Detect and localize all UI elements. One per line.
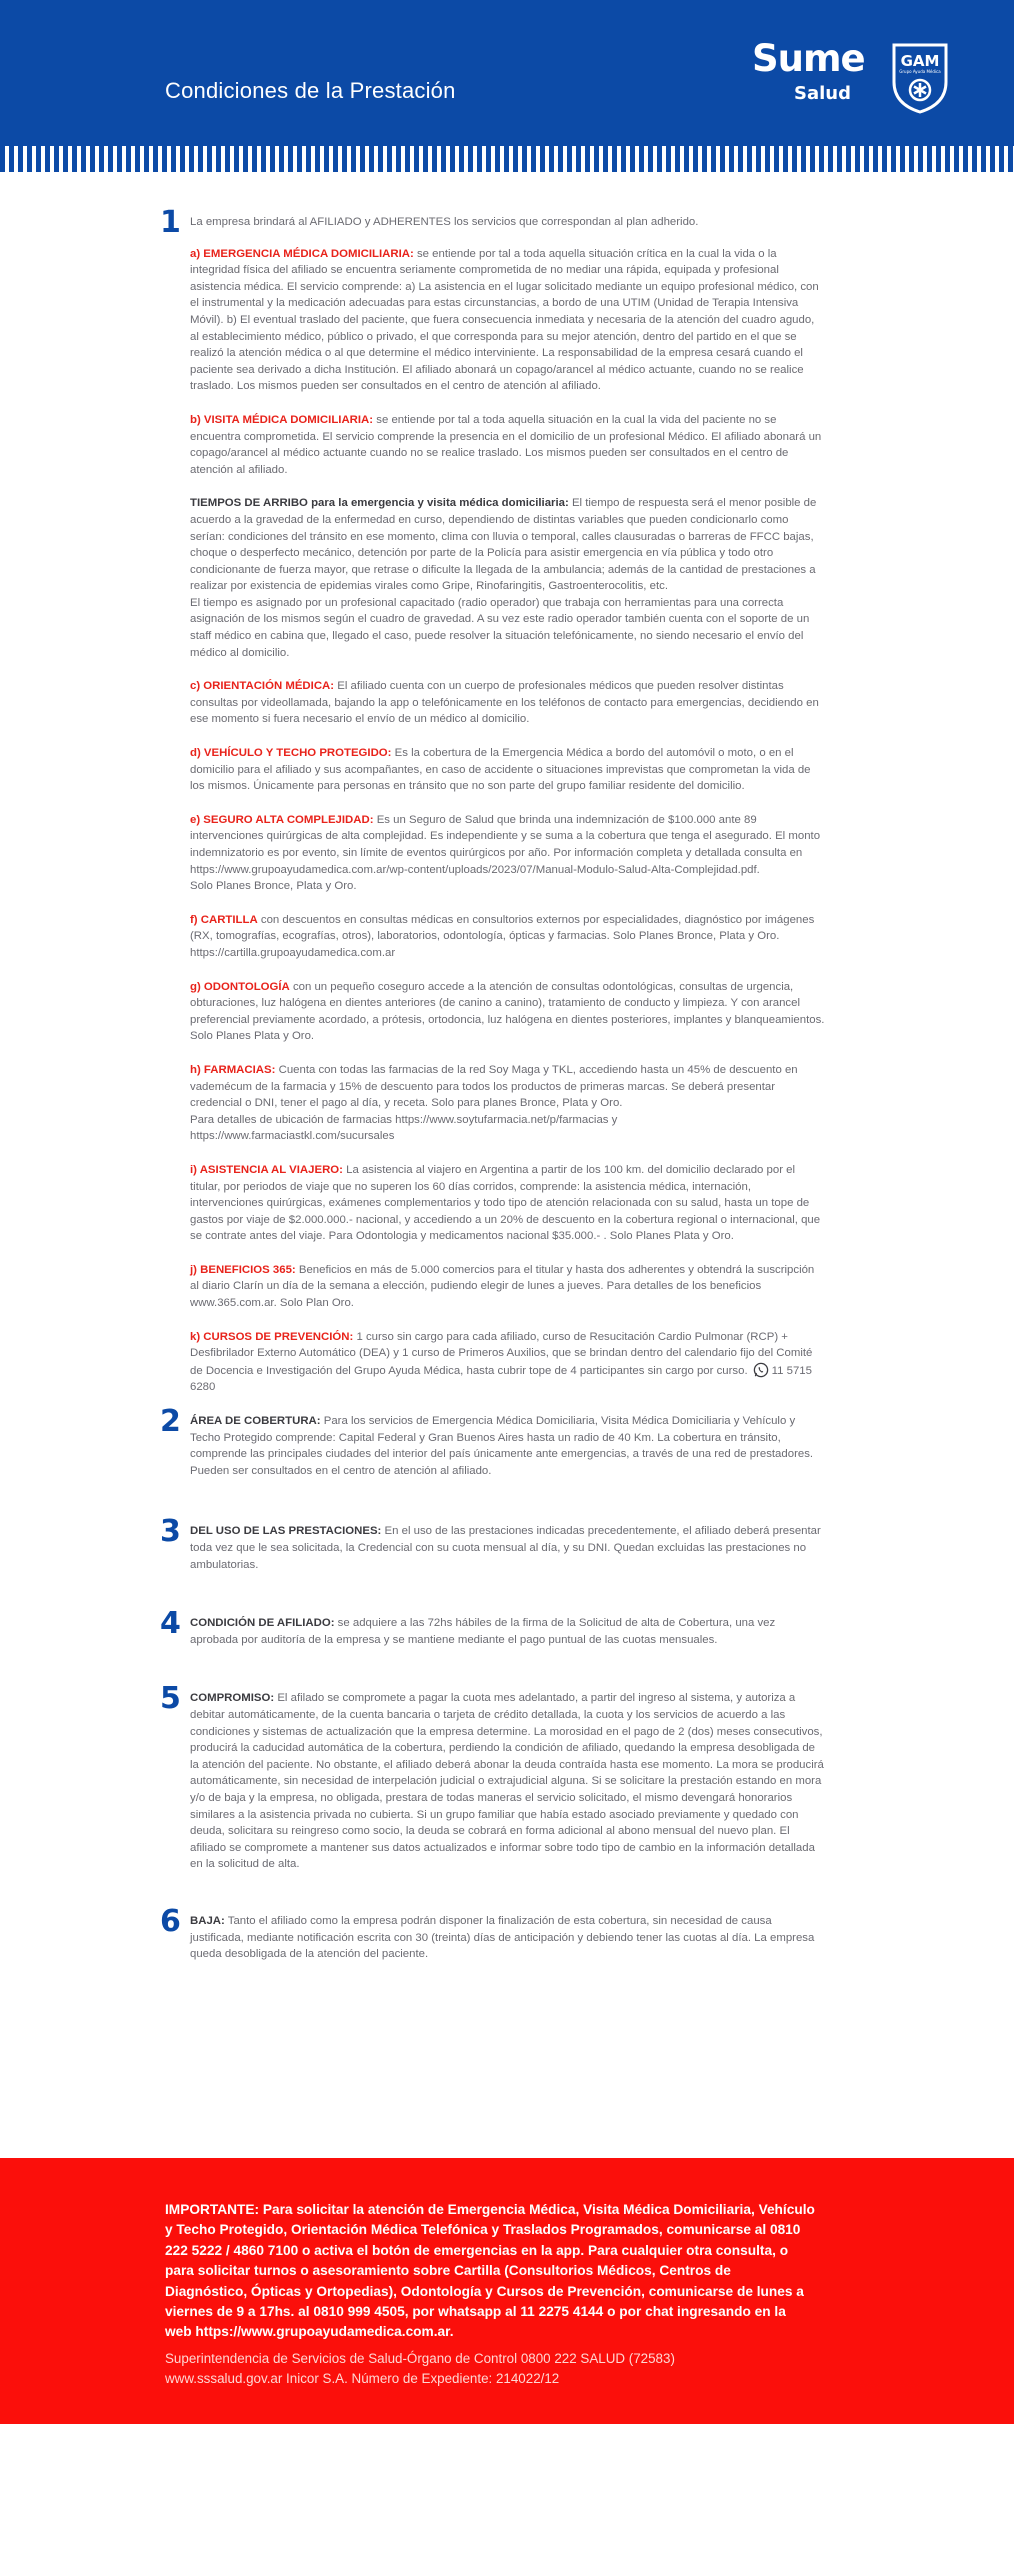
section-body: En el uso de las prestaciones indicadas precedentemente, el afiliado deberá presentar toda vez que le sea solicitada, la Credencial con su cuota mensual al día, y su DNI. Quedan excluidas las prestaciones no ambulatorias. [190,1525,821,1571]
section-3 [160,1514,826,1573]
item-heading: j) BENEFICIOS 365: [190,1263,296,1276]
conditions-content [160,205,826,1963]
section-heading: BAJA: [190,1914,225,1927]
important-notice: IMPORTANTE: Para solicitar la atención de Emergencia Médica, Visita Médica Domiciliaria, Vehículo y Techo Protegido, Orientación Médica Telefónica y Traslados Programados, comunicarse al 0810 222 5222 / 4860 7100 o activa el botón de emergencias en la app. Para cualquier otra consulta, o para solicitar turnos o asesoramiento sobre Cartilla (Consultorios Médicos, Centros de Diagnóstico, Ópticas y Ortopedias), Odontología y Cursos de Prevención, comunicarse de lunes a viernes de 9 a 17hs. al 0810 999 4505, por whatsapp al 11 2275 4144 o por chat ingresando en la web https://www.grupoayudamedica.com.ar. [165,2202,815,2340]
item-heading: h) FARMACIAS: [190,1063,276,1076]
page-header [0,0,1014,146]
item-body: con descuentos en consultas médicas en consultorios externos por especialidades, diagnóstico por imágenes (RX, tomografías, ecografías, otros), laboratorios, odontología, ópticas y farmacias. Solo Planes Bronce, Plata y Oro. https://cartilla.grupoayudamedica.com.ar [190,913,815,959]
section-4-text [190,1615,826,1648]
item-body: se entiende por tal a toda aquella situación en la cual la vida del paciente no se encuentra comprometida. El servicio comprende la presencia en el domicilio de un profesional Médico. El afiliado abonará un copago/arancel al médico actuante cuando no se realice traslado. Los mismos pueden ser consultados en el centro de atención al afiliado. [190,413,822,476]
section-2 [160,1404,826,1479]
section-1 [160,205,826,1396]
superintendencia-line: Superintendencia de Servicios de Salud-Órgano de Control 0800 222 SALUD (72583) [165,2351,675,2366]
item-heading: k) CURSOS DE PREVENCIÓN: [190,1330,354,1343]
item-cursos-prevencion [190,1329,826,1396]
section-number: 1 [160,205,181,240]
section-2-text [190,1413,826,1479]
item-orientacion-medica [190,678,826,728]
section-6-text [190,1913,826,1963]
section-body: se adquiere a las 72hs hábiles de la firma de la Solicitud de alta de Cobertura, una vez aprobada por auditoría de la empresa y se mantiene mediante el pago puntual de las cuotas mensuales. [190,1617,776,1646]
section-number: 5 [160,1681,181,1717]
item-cartilla [190,912,826,962]
item-body: Es la cobertura de la Emergencia Médica a bordo del automóvil o moto, o en el domicilio para el afiliado y sus acompañantes, en caso de accidente o situaciones imprevistas que comprometan la vida de los mismos. Únicamente para personas en tránsito que no son parte del grupo familiar residente del domicilio. [190,747,811,793]
item-heading: e) SEGURO ALTA COMPLEJIDAD: [190,813,374,826]
section-body: Para los servicios de Emergencia Médica Domiciliaria, Visita Médica Domiciliaria y Vehículo y Techo Protegido comprende: Capital Federal y Gran Buenos Aires hasta un radio de 40 Km. La cobertura en tránsito, comprende las principales ciudades del interior del país únicamente ante emergencias, a través de una red de prestadores. Pueden ser consultados en el centro de atención al afiliado. [190,1415,814,1477]
whatsapp-icon [753,1362,769,1378]
item-body: se entiende por tal a toda aquella situación crítica en la cual la vida o la integridad física del afiliado se encuentra seriamente comprometida de no mediar una rápida, equipada y profesional asistencia médica. El servicio comprende: a) La asistencia en el lugar solicitado mediante un equipo profesional médico, con el instrumental y la medicación adecuadas para estas circunstancias, a bordo de una UTIM (Unidad de Terapia Intensiva Móvil). b) El eventual traslado del paciente, que fuera consecuencia inmediata y necesaria de la atención del cuadro agudo, al establecimiento médico, público o privado, el que corresponda para su mejor atención, dentro del partido en el que se realizó la atención médica o al que determine el médico interviniente. La responsabilidad de la empresa cesará cuando el paciente sea derivado a dicha Institución. El afiliado abonará un copago/arancel al médico actuante, cuando no se realice traslado. Los mismos pueden ser consultados en el centro de atención al afiliado. [190,247,819,393]
item-tail: Solo Planes Bronce, Plata y Oro. [190,880,357,893]
header-stripe-border [0,146,1014,172]
farmacias-link-line[interactable]: Para detalles de ubicación de farmacias https://www.soytufarmacia.net/p/farmacias y [190,1113,618,1126]
gam-logo-subtext: Grupo Ayuda Médica [899,69,941,74]
section-number: 6 [160,1903,181,1939]
section-4 [160,1606,826,1648]
item-body: Cuenta con todas las farmacias de la red Soy Maga y TKL, accediendo hasta un 45% de descuento en vademécum de la farmacia y 15% de descuento para todos los productos de primeras marcas. Se deberá presentar credencial o DNI, tener el pago al día, y receta. Solo para planes Bronce, Plata y Oro. [190,1063,798,1110]
item-asistencia-viajero [190,1162,826,1245]
section-body: El afilado se compromete a pagar la cuota mes adelantado, a partir del ingreso al sistema, y autoriza a debitar automáticamente, de la cuenta bancaria o tarjeta de crédito detallada, la cuota y los servicios de acuerdo a las condiciones y sistemas de actualización que la empresa determine. La morosidad en el pago de 2 (dos) meses consecutivos, producirá la caducidad automática de la cobertura, perdiendo la condición de afiliado, quedando la empresa desobligada de la atención del paciente. No obstante, el afiliado deberá abonar la deuda contraída hasta ese momento. La mora se producirá automáticamente, sin necesidad de interpelación judicial o extrajudicial alguna. Si se solicitare la prestación estando en mora y/o de baja y la empresa, no obligada, prestara de todas maneras el servicio solicitado, el mismo devengará honorarios similares a la asistencia privada no cubierta. Si un grupo familiar que había estado asociado previamente y quedado con deuda, solicitara su reingreso como socio, la deuda se cobrará en forma adicional al abono mensual del nuevo plan. El afiliado se compromete a mantener sus datos actualizados e informar sobre todo tipo de cambio en la información detallada en la solicitud de alta. [190,1692,824,1871]
section-heading: ÁREA DE COBERTURA: [190,1415,321,1428]
item-emergencia-medica [190,246,826,395]
section-body: Tanto el afiliado como la empresa podrán disponer la finalización de esta cobertura, sin necesidad de causa justificada, mediante notificación escrita con 30 (treinta) días de anticipación y debiendo tener las cuotas al día. La empresa queda desobligada de la atención del paciente. [190,1914,815,1961]
expediente-line: www.sssalud.gov.ar Inicor S.A. Número de Expediente: 214022/12 [165,2371,560,2387]
item-body: Beneficios en más de 5.000 comercios para el titular y hasta dos adherentes y obtendrá la suscripción al diario Clarín un día de la semana a elección, pudiendo elegir de lunes a jueves. Para detalles de los beneficios www.365.com.ar. Solo Plan Oro. [190,1263,815,1310]
section-heading: DEL USO DE LAS PRESTACIONES: [190,1525,382,1538]
section-5 [160,1681,826,1873]
item-heading: f) CARTILLA [190,913,258,926]
item-heading: c) ORIENTACIÓN MÉDICA: [190,680,335,693]
important-footer [0,2158,1014,2424]
item-visita-medica [190,412,826,478]
gam-logo [890,42,950,114]
item-heading: b) VISITA MÉDICA DOMICILIARIA: [190,413,374,426]
section-number: 4 [160,1606,181,1642]
section-heading: COMPROMISO: [190,1692,275,1705]
item-body: con un pequeño coseguro accede a la atención de consultas odontológicas, consultas de urgencia, obturaciones, luz halógena en dientes anteriores (de canino a canino), tratamiento de conducto y limpieza. Y con arancel preferencial previamente acordado, a prótesis, ortodoncia, luz halógena en dientes posteriores, implantes y blanqueamientos. Solo Planes Plata y Oro. [190,980,825,1043]
sume-logo-text: Sume [752,37,865,80]
section-5-text [190,1690,826,1873]
item-heading: TIEMPOS DE ARRIBO para la emergencia y visita médica domiciliaria: [190,497,569,510]
item-seguro-alta-complejidad [190,812,826,895]
section-1-intro: La empresa brindará al AFILIADO y ADHERENTES los servicios que correspondan al plan adherido. [190,216,699,228]
page-title: Condiciones de la Prestación [165,78,456,103]
superintendencia-info [165,2349,815,2390]
section-number: 2 [160,1404,181,1440]
item-body: 1 curso sin cargo para cada afiliado, curso de Resucitación Cardio Pulmonar (RCP) + Desfibrilador Externo Automático (DEA) y 1 curso de Primeros Auxilios, que se brindan dentro del calendario fijo del Comité de Docencia e Investigación del Grupo Ayuda Médica, hasta cubrir tope de 4 participantes sin cargo por curso. [190,1330,813,1377]
section-number: 3 [160,1514,181,1550]
section-3-text [190,1523,826,1573]
item-tiempos-de-arribo [190,495,826,661]
item-body-continued: El tiempo es asignado por un profesional capacitado (radio operador) que trabaja con herramientas para una correcta asignación de los mismos según el cuadro de gravedad. A su vez este radio operador también cuenta con el soporte de un staff médico en cabina que, llegado el caso, puede resolver la situación telefónicamente, no siendo necesario el envío del médico al domicilio. [190,596,810,659]
manual-link[interactable]: https://www.grupoayudamedica.com.ar/wp-content/uploads/2023/07/Manual-Modulo-Salud-Alta-Complejidad.pdf. [190,863,760,876]
item-heading: d) VEHÍCULO Y TECHO PROTEGIDO: [190,747,392,760]
section-6 [160,1903,826,1963]
item-body: Es un Seguro de Salud que brinda una indemnización de $100.000 ante 89 intervenciones quirúrgicas de alta complejidad. Es independiente y se suma a la cobertura que tenga el asegurado. El monto indemnizatorio es por evento, sin límite de eventos quirúrgicos por año. Por información completa y detallada consulta en [190,813,821,859]
item-vehiculo-techo [190,745,826,795]
item-heading: a) EMERGENCIA MÉDICA DOMICILIARIA: [190,247,414,260]
item-farmacias [190,1062,826,1145]
item-body: El tiempo de respuesta será el menor posible de acuerdo a la gravedad de la enfermedad en curso, dependiendo de distintas variables que pueden condicionarlo como serían: condiciones del tránsito en ese momento, clima con lluvia o temporal, calles clausuradas o barreras de FFCC bajas, choque o desperfecto mecánico, detención por parte de la Policía para asistir emergencia en vía pública y todo otro condicionante de fuerza mayor, que retrase o dificulte la llegada de la ambulancia; además de la cantidad de prestaciones a realizar por existencia de epidemias virales como Gripe, Rinofaringitis, Gastroenterocolitis, etc. [190,497,817,593]
item-heading: g) ODONTOLOGÍA [190,980,290,993]
sume-logo-subtext: Salud [794,83,851,104]
whatsapp-phone[interactable]: 11 5715 6280 [190,1364,812,1394]
farmacias-tkl-link[interactable]: https://www.farmaciastkl.com/sucursales [190,1130,395,1143]
section-heading: CONDICIÓN DE AFILIADO: [190,1617,335,1630]
item-beneficios-365 [190,1262,826,1312]
item-body: El afiliado cuenta con un cuerpo de profesionales médicos que pueden resolver distintas consultas por videollamada, bajando la app o telefónicamente en los teléfonos de contacto para emergencias, decidiendo en ese momento si fuera necesario el envío de un médico al domicilio. [190,680,819,726]
item-heading: i) ASISTENCIA AL VIAJERO: [190,1163,343,1176]
item-odontologia [190,979,826,1045]
gam-logo-text: GAM [900,52,940,70]
item-body: La asistencia al viajero en Argentina a partir de los 100 km. del domicilio declarado por el titular, por periodos de viaje que no superen los 60 días corridos, comprende: la asistencia médica, internación, intervenciones quirúrgicas, exámenes complementarios y todo tipo de atención relacionada con su salud, hasta un tope de gastos por viaje de $2.000.000.- nacional, y accediendo a un 20% de descuento en la cobertura regional o internacional, que se contrate antes del viaje. Para Odontologia y medicamentos nacional $35.000.- . Solo Planes Plata y Oro. [190,1163,821,1243]
